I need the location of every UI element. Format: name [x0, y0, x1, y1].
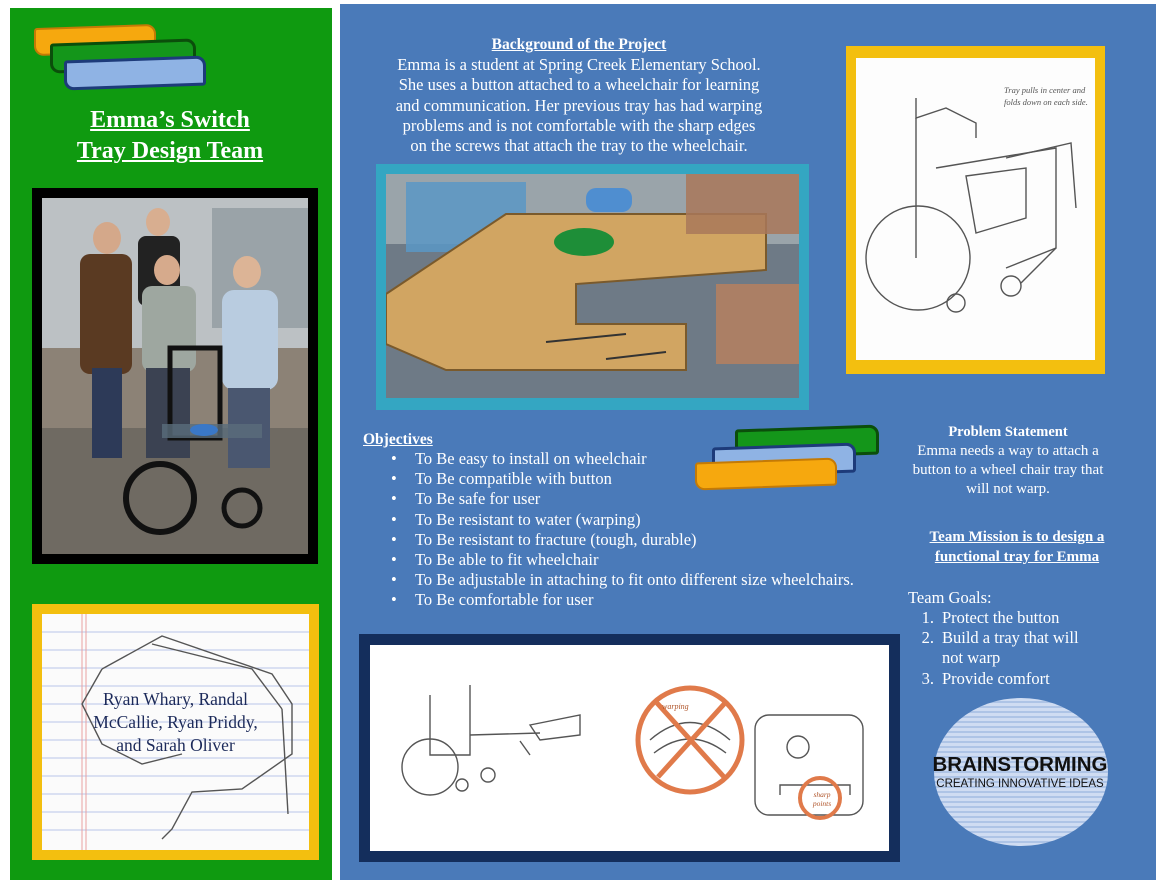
tray-photo	[386, 174, 799, 398]
mission-line-1: Team Mission is to design a	[929, 529, 1105, 545]
goal-text: Provide comfort	[942, 668, 1050, 688]
tray-photo-image	[386, 174, 799, 398]
concept-sketch-drawing	[370, 645, 889, 851]
members-sketch-frame	[32, 604, 319, 860]
background-line-5: on the screws that attach the tray to the wheelchair.	[410, 136, 748, 156]
team-title-line1: Emma’s Switch	[90, 107, 250, 133]
concept-sketch	[370, 645, 889, 851]
background-line-2: She uses a button attached to a wheelchair for learning	[398, 75, 760, 95]
goal-number: 3.	[921, 668, 934, 688]
problem-line-2: button to a wheel chair tray that	[912, 462, 1104, 478]
goals-heading: Team Goals:	[908, 588, 992, 607]
objective-item: • To Be resistant to fracture (tough, durable)	[415, 530, 923, 550]
members-line1: Ryan Whary, Randal	[102, 689, 249, 709]
members-line3: and Sarah Oliver	[116, 735, 235, 755]
goal-item	[908, 608, 1128, 628]
background-line-3: and communication. Her previous tray has had warping	[395, 95, 763, 115]
members-names	[42, 688, 309, 757]
problem-line-3: will not warp.	[966, 481, 1050, 497]
objectives-section	[363, 431, 923, 611]
objective-item: • To Be safe for user	[415, 489, 923, 509]
goals-list	[908, 608, 1128, 689]
brainstorm-text	[910, 753, 1130, 791]
objective-item: • To Be compatible with button	[415, 469, 923, 489]
problem-line-1: Emma needs a way to attach a	[917, 443, 1099, 459]
wheelchair-note-line2: folds down on each side.	[1004, 97, 1088, 107]
concept-sketch-frame	[359, 634, 900, 862]
tray-photo-frame	[376, 164, 809, 410]
sharp-points-label: sharp points	[812, 790, 832, 808]
goal-number: 2.	[921, 628, 934, 648]
background-section	[354, 35, 804, 156]
problem-heading: Problem Statement	[948, 424, 1068, 440]
left-panel	[10, 8, 332, 880]
wheelchair-sketch	[856, 58, 1095, 360]
background-line-1: Emma is a student at Spring Creek Elementary School.	[397, 55, 761, 75]
wheelchair-note-line1: Tray pulls in center and	[1004, 85, 1086, 95]
team-title	[20, 105, 320, 167]
team-photo	[42, 198, 308, 554]
objective-item: • To Be adjustable in attaching to fit onto different size wheelchairs.	[415, 570, 923, 590]
objectives-heading: Objectives	[363, 431, 433, 448]
mission-line-2: functional tray for Emma	[934, 549, 1100, 565]
right-panel	[340, 4, 1156, 880]
ribbon-blue	[64, 56, 206, 91]
team-photo-frame	[32, 188, 318, 564]
goal-item	[908, 669, 1128, 689]
objective-item: • To Be comfortable for user	[415, 590, 923, 610]
brainstorm-subtitle: CREATING INNOVATIVE IDEAS	[936, 778, 1104, 790]
objective-item: • To Be resistant to water (warping)	[415, 510, 923, 530]
goal-text: Protect the button	[942, 608, 1060, 627]
wheelchair-sketch-note	[1004, 84, 1094, 108]
team-title-line2: Tray Design Team	[76, 138, 264, 164]
goal-text: Build a tray that will not warp	[942, 628, 1079, 668]
problem-section	[896, 423, 1120, 499]
mission-section	[906, 527, 1128, 567]
goals-section	[908, 588, 1128, 689]
goal-item	[908, 628, 1128, 668]
objective-item: • To Be easy to install on wheelchair	[415, 449, 923, 469]
members-line2: McCallie, Ryan Priddy,	[93, 712, 258, 732]
background-heading: Background of the Project	[491, 36, 667, 53]
objective-item: • To Be able to fit wheelchair	[415, 550, 923, 570]
goal-number: 1.	[921, 608, 934, 627]
brainstorm-title: BRAINSTORMING	[932, 753, 1108, 776]
warping-label: warping	[662, 702, 689, 711]
background-line-4: problems and is not comfortable with the sharp edges	[402, 115, 756, 135]
members-sketch	[42, 614, 309, 850]
objectives-list	[363, 449, 923, 611]
team-photo-image	[42, 198, 308, 554]
wheelchair-sketch-frame	[846, 46, 1105, 374]
